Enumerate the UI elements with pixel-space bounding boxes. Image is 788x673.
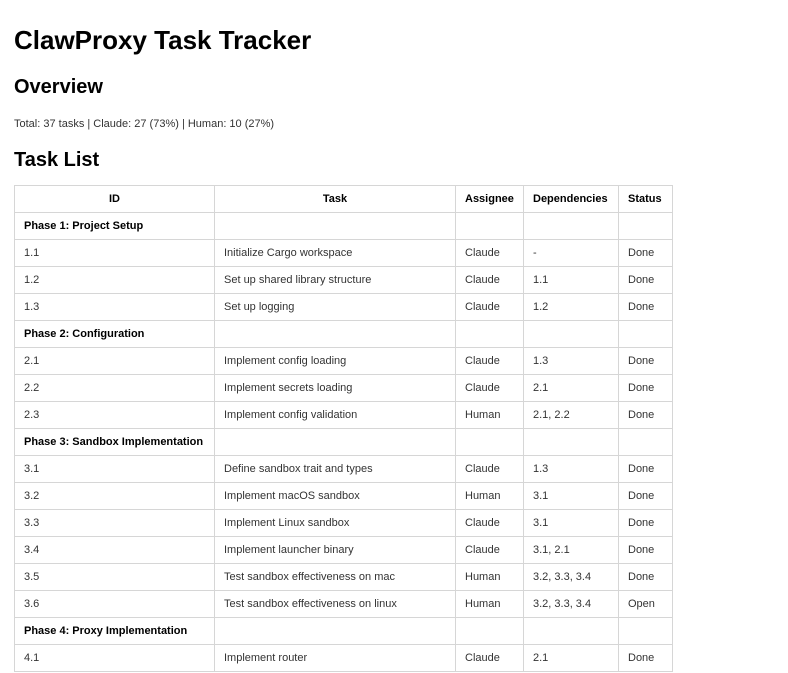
- cell-dependencies: [524, 618, 619, 645]
- task-list-heading: Task List: [14, 149, 100, 171]
- cell-dependencies: 1.3: [524, 348, 619, 375]
- cell-task: Set up logging: [215, 294, 456, 321]
- cell-status: [619, 321, 673, 348]
- cell-assignee: [456, 618, 524, 645]
- cell-assignee: [456, 429, 524, 456]
- cell-assignee: Human: [456, 564, 524, 591]
- cell-assignee: Human: [456, 591, 524, 618]
- table-row: [15, 348, 673, 375]
- table-header-row: [15, 186, 673, 213]
- cell-assignee: [456, 321, 524, 348]
- cell-assignee: Human: [456, 402, 524, 429]
- cell-status: Done: [619, 645, 673, 672]
- cell-task: Define sandbox trait and types: [215, 456, 456, 483]
- cell-assignee: Claude: [456, 294, 524, 321]
- table-row: [15, 510, 673, 537]
- cell-task: [215, 618, 456, 645]
- cell-task: Implement Linux sandbox: [215, 510, 456, 537]
- cell-status: [619, 429, 673, 456]
- cell-id: 2.1: [15, 348, 215, 375]
- cell-id: 1.3: [15, 294, 215, 321]
- cell-dependencies: 1.1: [524, 267, 619, 294]
- cell-dependencies: 3.1, 2.1: [524, 537, 619, 564]
- cell-id: 2.2: [15, 375, 215, 402]
- page-title: ClawProxy Task Tracker: [14, 25, 312, 55]
- table-row: [15, 375, 673, 402]
- cell-id: 4.1: [15, 645, 215, 672]
- task-table: [14, 185, 673, 672]
- cell-task: [215, 321, 456, 348]
- table-row: [15, 267, 673, 294]
- cell-status: Done: [619, 294, 673, 321]
- cell-assignee: Claude: [456, 645, 524, 672]
- cell-dependencies: 3.1: [524, 483, 619, 510]
- cell-id: 1.1: [15, 240, 215, 267]
- cell-assignee: Claude: [456, 348, 524, 375]
- cell-id: 3.3: [15, 510, 215, 537]
- table-row: [15, 591, 673, 618]
- cell-status: [619, 618, 673, 645]
- phase-label: Phase 4: Proxy Implementation: [15, 618, 215, 645]
- cell-dependencies: [524, 213, 619, 240]
- cell-dependencies: -: [524, 240, 619, 267]
- cell-task: Implement secrets loading: [215, 375, 456, 402]
- cell-status: Done: [619, 375, 673, 402]
- table-row: [15, 483, 673, 510]
- phase-row: [15, 429, 673, 456]
- cell-id: 2.3: [15, 402, 215, 429]
- cell-status: [619, 213, 673, 240]
- cell-status: Open: [619, 591, 673, 618]
- table-row: [15, 564, 673, 591]
- cell-status: Done: [619, 240, 673, 267]
- cell-status: Done: [619, 564, 673, 591]
- cell-dependencies: 3.2, 3.3, 3.4: [524, 564, 619, 591]
- cell-dependencies: 3.1: [524, 510, 619, 537]
- cell-task: Set up shared library structure: [215, 267, 456, 294]
- cell-task: Test sandbox effectiveness on linux: [215, 591, 456, 618]
- table-row: [15, 456, 673, 483]
- cell-dependencies: 2.1, 2.2: [524, 402, 619, 429]
- cell-status: Done: [619, 267, 673, 294]
- cell-assignee: [456, 213, 524, 240]
- cell-id: 3.2: [15, 483, 215, 510]
- overview-heading: Overview: [14, 76, 103, 98]
- cell-task: Implement macOS sandbox: [215, 483, 456, 510]
- cell-dependencies: [524, 321, 619, 348]
- cell-status: Done: [619, 402, 673, 429]
- cell-assignee: Claude: [456, 456, 524, 483]
- phase-row: [15, 213, 673, 240]
- cell-task: Test sandbox effectiveness on mac: [215, 564, 456, 591]
- table-row: [15, 402, 673, 429]
- cell-dependencies: 2.1: [524, 375, 619, 402]
- cell-status: Done: [619, 348, 673, 375]
- table-row: [15, 294, 673, 321]
- cell-id: 3.6: [15, 591, 215, 618]
- cell-status: Done: [619, 483, 673, 510]
- phase-row: [15, 321, 673, 348]
- cell-id: 3.4: [15, 537, 215, 564]
- cell-assignee: Claude: [456, 375, 524, 402]
- cell-assignee: Human: [456, 483, 524, 510]
- phase-label: Phase 3: Sandbox Implementation: [15, 429, 215, 456]
- cell-assignee: Claude: [456, 240, 524, 267]
- phase-label: Phase 2: Configuration: [15, 321, 215, 348]
- table-row: [15, 537, 673, 564]
- cell-assignee: Claude: [456, 267, 524, 294]
- cell-status: Done: [619, 456, 673, 483]
- task-summary: Total: 37 tasks | Claude: 27 (73%) | Human: 10 (27%): [14, 118, 275, 130]
- cell-task: Implement router: [215, 645, 456, 672]
- cell-id: 1.2: [15, 267, 215, 294]
- cell-task: Initialize Cargo workspace: [215, 240, 456, 267]
- cell-task: Implement config validation: [215, 402, 456, 429]
- cell-dependencies: 2.1: [524, 645, 619, 672]
- cell-task: Implement config loading: [215, 348, 456, 375]
- cell-status: Done: [619, 510, 673, 537]
- phase-label: Phase 1: Project Setup: [15, 213, 215, 240]
- cell-id: 3.5: [15, 564, 215, 591]
- cell-dependencies: 1.3: [524, 456, 619, 483]
- cell-dependencies: [524, 429, 619, 456]
- task-table-body: [15, 213, 673, 672]
- cell-status: Done: [619, 537, 673, 564]
- table-row: [15, 240, 673, 267]
- cell-assignee: Claude: [456, 510, 524, 537]
- cell-task: Implement launcher binary: [215, 537, 456, 564]
- column-header-dependencies: Dependencies: [524, 186, 619, 213]
- column-header-task: Task: [215, 186, 456, 213]
- cell-assignee: Claude: [456, 537, 524, 564]
- column-header-id: ID: [15, 186, 215, 213]
- cell-task: [215, 429, 456, 456]
- cell-dependencies: 1.2: [524, 294, 619, 321]
- phase-row: [15, 618, 673, 645]
- column-header-assignee: Assignee: [456, 186, 524, 213]
- cell-dependencies: 3.2, 3.3, 3.4: [524, 591, 619, 618]
- cell-task: [215, 213, 456, 240]
- column-header-status: Status: [619, 186, 673, 213]
- table-row: [15, 645, 673, 672]
- cell-id: 3.1: [15, 456, 215, 483]
